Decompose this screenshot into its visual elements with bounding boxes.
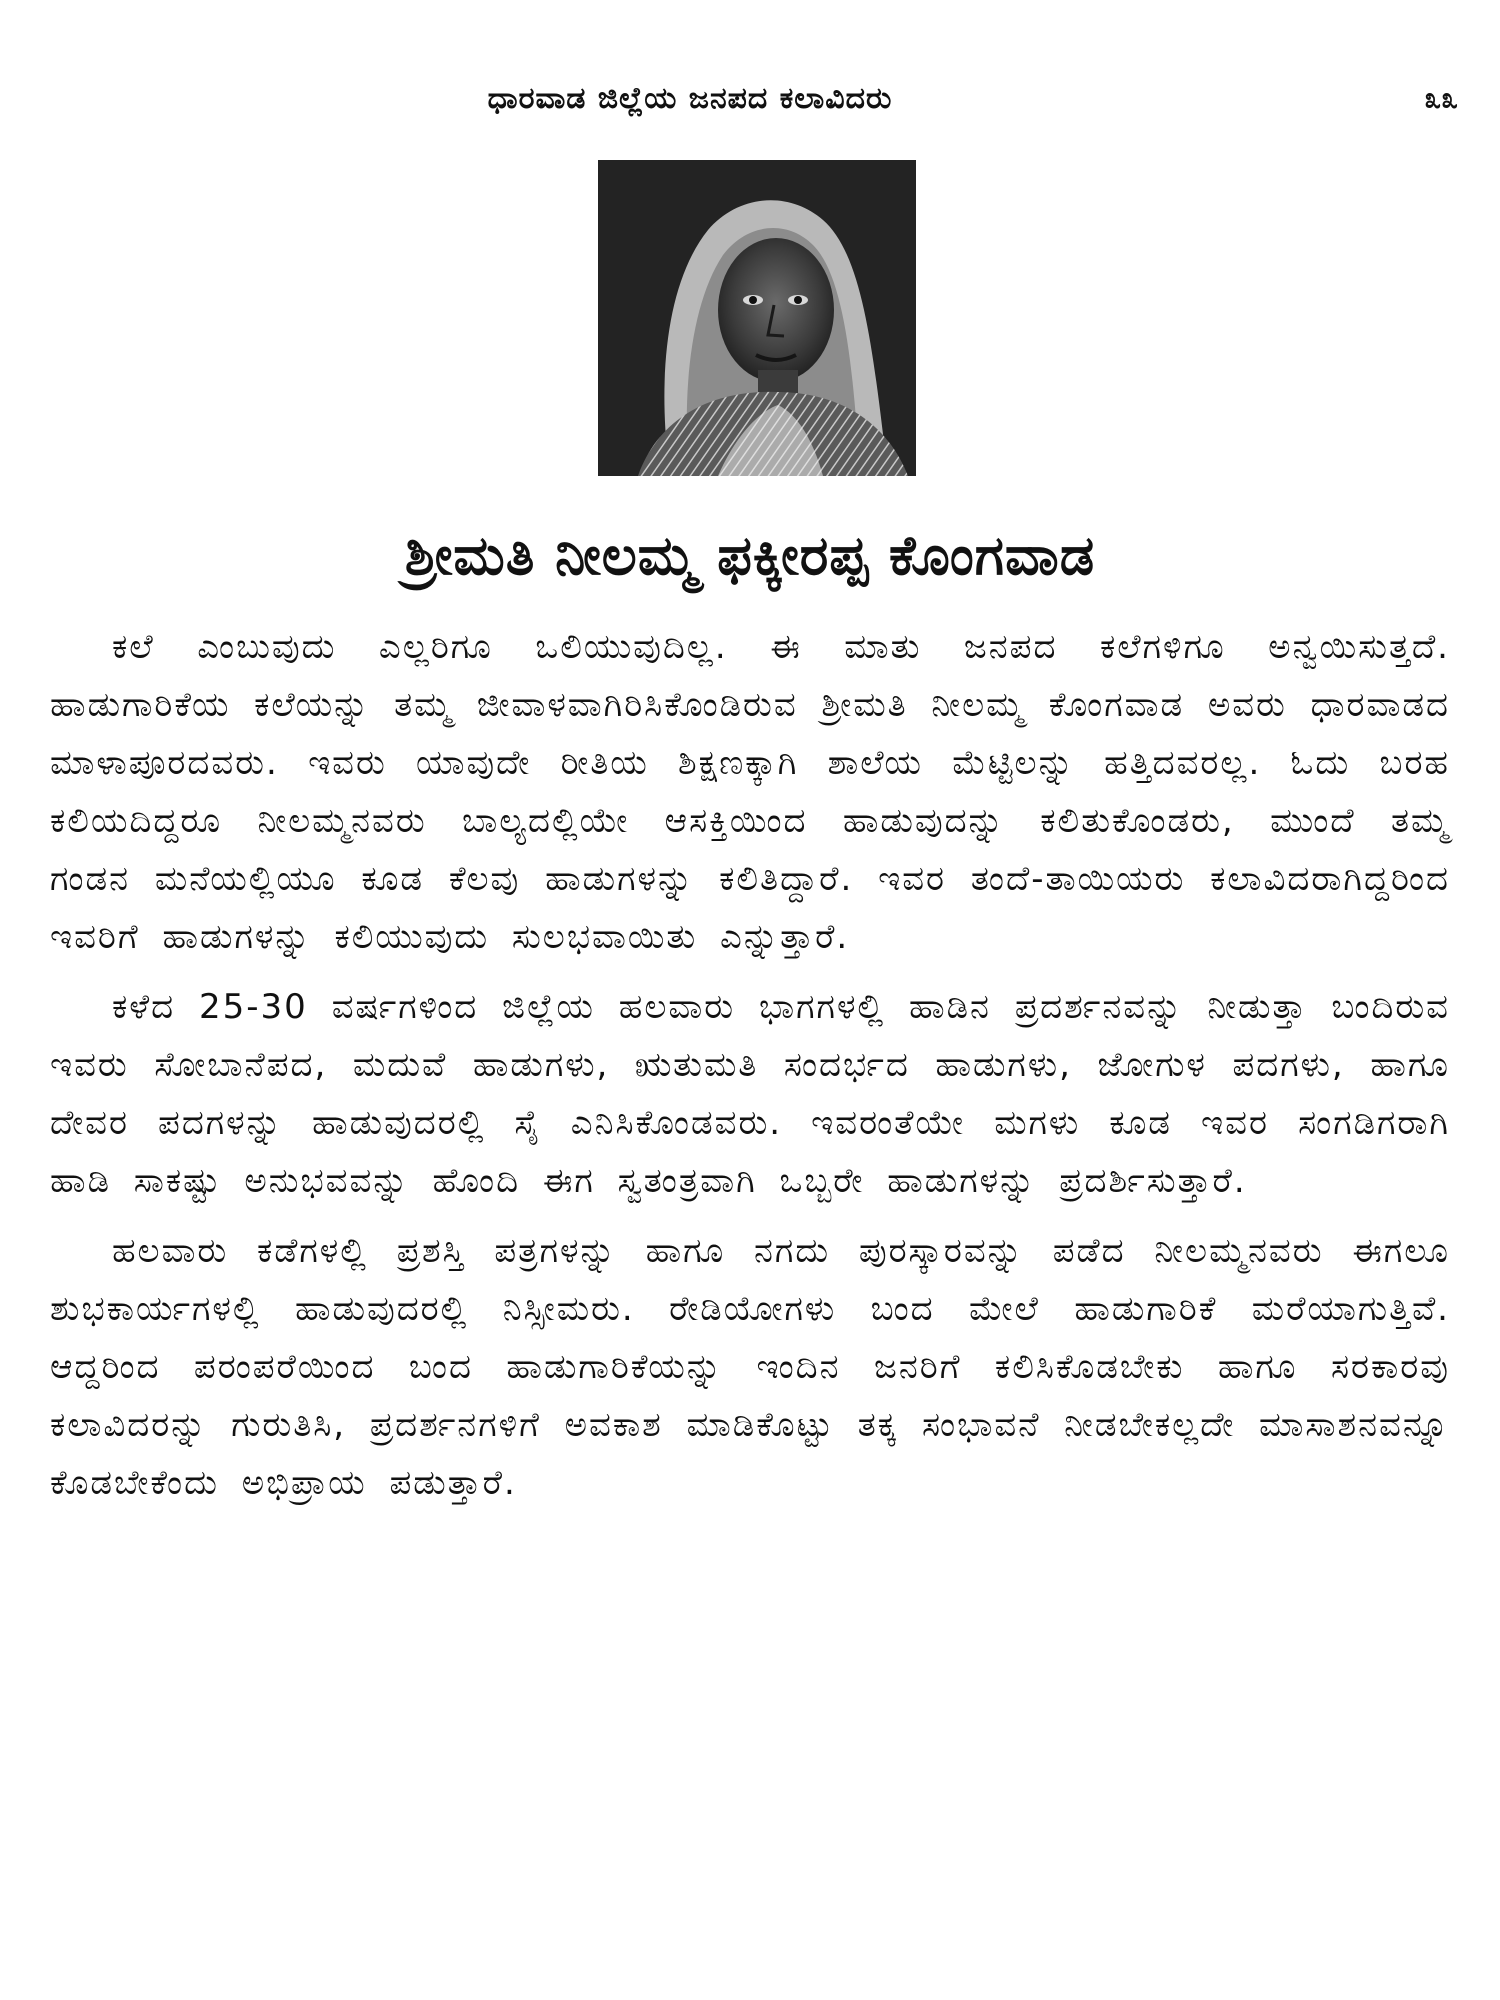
portrait-photo	[598, 160, 916, 476]
article-title: ಶ್ರೀಮತಿ ನೀಲಮ್ಮ ಫಕ್ಕೀರಪ್ಪ ಕೊಂಗವಾಡ	[404, 524, 1096, 587]
running-title: ಧಾರವಾಡ ಜಿಲ್ಲೆಯ ಜನಪದ ಕಲಾವಿದರು	[487, 81, 893, 116]
page-number: ೩೩	[1424, 81, 1458, 116]
paragraph-1: ಕಲೆ ಎಂಬುವುದು ಎಲ್ಲರಿಗೂ ಒಲಿಯುವುದಿಲ್ಲ. ಈ ಮಾತು ಜನಪದ ಕಲೆಗಳಿಗೂ ಅನ್ವಯಿಸುತ್ತದೆ. ಹಾಡುಗಾರಿಕೆಯ ಕಲೆಯನ್ನು ತಮ್ಮ ಜೀವಾಳವಾಗಿರಿಸಿಕೊಂಡಿರುವ ಶ್ರೀಮತಿ ನೀಲಮ್ಮ ಕೊಂಗವಾಡ ಅವರು ಧಾರವಾಡದ ಮಾಳಾಪೂರದವರು. ಇವರು ಯಾವುದೇ ರೀತಿಯ ಶಿಕ್ಷಣಕ್ಕಾಗಿ ಶಾಲೆಯ ಮೆಟ್ಟಿಲನ್ನು ಹತ್ತಿದವರಲ್ಲ. ಓದು ಬರಹ ಕಲಿಯದಿದ್ದರೂ ನೀಲಮ್ಮನವರು ಬಾಲ್ಯದಲ್ಲಿಯೇ ಆಸಕ್ತಿಯಿಂದ ಹಾಡುವುದನ್ನು ಕಲಿತುಕೊಂಡರು, ಮುಂದೆ ತಮ್ಮ ಗಂಡನ ಮನೆಯಲ್ಲಿಯೂ ಕೂಡ ಕೆಲವು ಹಾಡುಗಳನ್ನು ಕಲಿತಿದ್ದಾರೆ. ಇವರ ತಂದೆ-ತಾಯಿಯರು ಕಲಾವಿದರಾಗಿದ್ದರಿಂದ ಇವರಿಗೆ ಹಾಡುಗಳನ್ನು ಕಲಿಯುವುದು ಸುಲಭವಾಯಿತು ಎನ್ನುತ್ತಾರೆ.	[50, 627, 1450, 957]
portrait-illustration	[598, 160, 916, 476]
article-body	[50, 618, 1450, 1524]
paragraph-2: ಕಳೆದ 25-30 ವರ್ಷಗಳಿಂದ ಜಿಲ್ಲೆಯ ಹಲವಾರು ಭಾಗಗಳಲ್ಲಿ ಹಾಡಿನ ಪ್ರದರ್ಶನವನ್ನು ನೀಡುತ್ತಾ ಬಂದಿರುವ ಇವರು ಸೋಬಾನೆಪದ, ಮದುವೆ ಹಾಡುಗಳು, ಋತುಮತಿ ಸಂದರ್ಭದ ಹಾಡುಗಳು, ಜೋಗುಳ ಪದಗಳು, ಹಾಗೂ ದೇವರ ಪದಗಳನ್ನು ಹಾಡುವುದರಲ್ಲಿ ಸೈ ಎನಿಸಿಕೊಂಡವರು. ಇವರಂತೆಯೇ ಮಗಳು ಕೂಡ ಇವರ ಸಂಗಡಿಗರಾಗಿ ಹಾಡಿ ಸಾಕಷ್ಟು ಅನುಭವವನ್ನು ಹೊಂದಿ ಈಗ ಸ್ವತಂತ್ರವಾಗಿ ಒಬ್ಬರೇ ಹಾಡುಗಳನ್ನು ಪ್ರದರ್ಶಿಸುತ್ತಾರೆ.	[50, 987, 1450, 1201]
running-header	[0, 74, 1500, 124]
paragraph-3: ಹಲವಾರು ಕಡೆಗಳಲ್ಲಿ ಪ್ರಶಸ್ತಿ ಪತ್ರಗಳನ್ನು ಹಾಗೂ ನಗದು ಪುರಸ್ಕಾರವನ್ನು ಪಡೆದ ನೀಲಮ್ಮನವರು ಈಗಲೂ ಶುಭಕಾರ್ಯಗಳಲ್ಲಿ ಹಾಡುವುದರಲ್ಲಿ ನಿಸ್ಸೀಮರು. ರೇಡಿಯೋಗಳು ಬಂದ ಮೇಲೆ ಹಾಡುಗಾರಿಕೆ ಮರೆಯಾಗುತ್ತಿವೆ. ಆದ್ದರಿಂದ ಪರಂಪರೆಯಿಂದ ಬಂದ ಹಾಡುಗಾರಿಕೆಯನ್ನು ಇಂದಿನ ಜನರಿಗೆ ಕಲಿಸಿಕೊಡಬೇಕು ಹಾಗೂ ಸರಕಾರವು ಕಲಾವಿದರನ್ನು ಗುರುತಿಸಿ, ಪ್ರದರ್ಶನಗಳಿಗೆ ಅವಕಾಶ ಮಾಡಿಕೊಟ್ಟು ತಕ್ಕ ಸಂಭಾವನೆ ನೀಡಬೇಕಲ್ಲದೇ ಮಾಸಾಶನವನ್ನೂ ಕೊಡಬೇಕೆಂದು ಅಭಿಪ್ರಾಯ ಪಡುತ್ತಾರೆ.	[50, 1231, 1450, 1503]
